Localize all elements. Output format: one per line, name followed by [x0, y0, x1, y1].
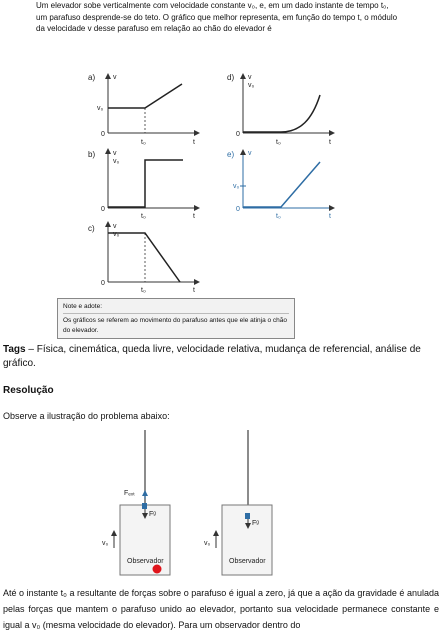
question-line-1: Um elevador sobe verticalmente com velocidade constante v₀, e, em um dado instante de tempo t₀, — [36, 1, 389, 10]
graph-d-v0-label: v₀ — [248, 82, 255, 89]
graph-a-origin: 0 — [101, 131, 105, 138]
graph-a-v0-label: v₀ — [97, 105, 104, 112]
graphs-figure — [0, 0, 442, 300]
graph-e-t0-label: t₀ — [276, 213, 281, 220]
note-divider — [63, 313, 289, 314]
screw-left — [142, 503, 147, 509]
graph-a — [88, 73, 197, 146]
elevator-left — [102, 430, 170, 575]
graph-c-v0-label: v₀ — [113, 231, 120, 238]
note-title: Note e adote: — [63, 303, 103, 310]
graph-e-origin: 0 — [236, 206, 240, 213]
graph-d — [227, 73, 332, 146]
graph-c-t0-label: t₀ — [141, 287, 146, 294]
observer-label-left: Observador — [127, 558, 164, 565]
graph-d-origin: 0 — [236, 131, 240, 138]
graph-e — [227, 150, 332, 220]
velocity-label-left: v₀ — [102, 540, 109, 547]
resolution-text: Até o instante t₀ a resultante de forças sobre o parafuso é igual a zero, já que a ação da gravidade é anulada pelas forças que mantem o parafuso unido ao elevador, portanto sua velocidade permanece constante e igual a v₀ (mesma velocidade do elevador). Para um observador dentro do — [3, 588, 439, 630]
graph-d-label: d) — [227, 73, 235, 82]
graph-b-v-axis: v — [113, 150, 117, 157]
graph-e-label: e) — [227, 150, 235, 159]
graph-d-curve — [243, 95, 320, 132]
resolution-intro: Observe a ilustração do problema abaixo: — [3, 411, 170, 421]
graph-e-curve — [243, 162, 320, 207]
graph-b-curve — [108, 160, 183, 207]
velocity-label-right: v₀ — [204, 540, 211, 547]
graph-e-t-axis: t — [329, 213, 331, 220]
force-g-label-right: Fᵍ — [252, 520, 259, 527]
graph-a-curve — [108, 84, 182, 108]
observer-label-right: Observador — [229, 558, 266, 565]
screw-right — [245, 513, 250, 519]
graph-a-t0-label: t₀ — [141, 139, 146, 146]
graph-b-t-axis: t — [193, 213, 195, 220]
graph-e-v-axis: v — [248, 150, 252, 157]
graph-c — [88, 223, 197, 294]
graph-b-origin: 0 — [101, 206, 105, 213]
elevator-illustration — [0, 425, 442, 580]
question-line-2: um parafuso desprende-se do teto. O gráfico que melhor representa, em função do tempo t, o módulo — [36, 12, 398, 22]
graph-c-curve — [108, 233, 180, 282]
graph-a-label: a) — [88, 73, 96, 82]
force-ext-label: Fₑₓₜ — [124, 490, 136, 497]
elevator-right — [204, 430, 272, 575]
graph-c-label: c) — [88, 224, 95, 233]
graph-c-v-axis: v — [113, 223, 117, 230]
tags-paragraph — [3, 343, 439, 371]
graph-d-t-axis: t — [329, 139, 331, 146]
graph-b-v0-label: v₀ — [113, 158, 120, 165]
resolution-heading: Resolução — [3, 385, 54, 396]
graph-b-label: b) — [88, 150, 96, 159]
graph-a-v-axis: v — [113, 74, 117, 81]
graph-d-t0-label: t₀ — [276, 139, 281, 146]
note-text: Os gráficos se referem ao movimento do parafuso antes que ele atinja o chão do elevador. — [63, 317, 288, 334]
graph-b-t0-label: t₀ — [141, 213, 146, 220]
graph-b — [88, 150, 197, 220]
tags-label: Tags — [3, 344, 26, 355]
observer-dot-left — [153, 565, 162, 574]
note-box — [57, 298, 295, 339]
graph-a-t-axis: t — [193, 139, 195, 146]
graph-e-v0-label: v₀ — [233, 183, 240, 190]
tags-text: – Física, cinemática, queda livre, velocidade relativa, mudança de referencial, análise de gráfico. — [3, 344, 421, 369]
question-line-3: da velocidade v desse parafuso em relação ao chão do elevador é — [36, 24, 272, 33]
graph-c-t-axis: t — [193, 287, 195, 294]
graph-c-origin: 0 — [101, 280, 105, 287]
force-g-label-left: Fᵍ — [149, 511, 156, 518]
graph-d-v-axis: v — [248, 74, 252, 81]
